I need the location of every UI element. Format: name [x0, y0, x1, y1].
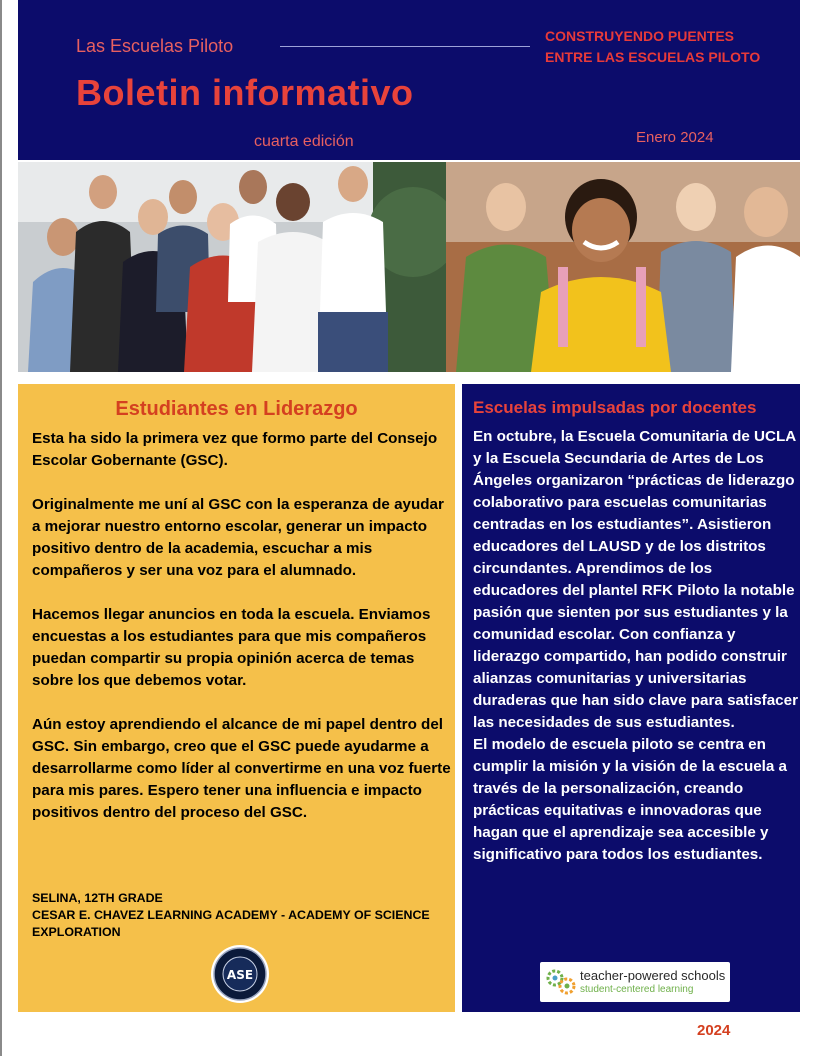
header-banner: [18, 0, 800, 160]
byline-name: SELINA, 12TH GRADE: [32, 891, 163, 905]
teacher-powered-body: [473, 426, 799, 866]
tagline-line-1: CONSTRUYENDO PUENTES: [545, 28, 735, 44]
smiling-girl-photo: [446, 162, 800, 372]
issue-date: Enero 2024: [636, 129, 714, 146]
footer-year: 2024: [697, 1022, 731, 1039]
edition-label: cuarta edición: [254, 133, 354, 150]
logo-text: teacher-powered schools: [580, 968, 726, 983]
student-leadership-section: [18, 384, 455, 1012]
teacher-powered-heading: Escuelas impulsadas por docentes: [473, 398, 757, 417]
student-leadership-heading: Estudiantes en Liderazgo: [115, 398, 358, 420]
students-group-illustration: [18, 162, 446, 372]
paragraph: Hacemos llegar anuncios en toda la escuela. Enviamos encuestas a los estudiantes para que mis compañeros puedan compartir su propia opinión acerca de temas sobre los que debemos votar.: [32, 606, 431, 689]
teacher-powered-schools-logo: [540, 962, 730, 1002]
page-edge-rule: [0, 0, 2, 1056]
newsletter-title: Boletin informativo: [76, 72, 414, 113]
seal-icon: [210, 944, 270, 1004]
header-divider: [280, 46, 530, 47]
school-seal-logo: [210, 944, 270, 1004]
paragraph: En octubre, la Escuela Comunitaria de UCLA y la Escuela Secundaria de Artes de Los Ángeles organizaron “prácticas de liderazgo colaborativo para escuelas comunitarias centradas en los estudiantes”. Asistieron educadores del LAUSD y de los distritos circundantes. Aprendimos de los educadores del plantel RFK Piloto la notable pasión que sienten por sus estudiantes y la comunidad escolar. Con confianza y liderazgo compartido, han podido construir alianzas comunitarias y universitarias duraderas que han sido clave para satisfacer las necesidades de sus estudiantes.: [473, 428, 798, 731]
photo-strip: [18, 162, 800, 372]
tagline: [545, 26, 805, 68]
smiling-girl-illustration: [446, 162, 800, 372]
org-name: Las Escuelas Piloto: [76, 36, 234, 56]
byline-school: CESAR E. CHAVEZ LEARNING ACADEMY - ACADEMY OF SCIENCE EXPLORATION: [32, 908, 430, 939]
paragraph: Esta ha sido la primera vez que formo parte del Consejo Escolar Gobernante (GSC).: [32, 430, 438, 469]
teacher-powered-section: [462, 384, 800, 1012]
tagline-line-2: ENTRE LAS ESCUELAS PILOTO: [545, 49, 761, 65]
byline: [32, 890, 452, 941]
paragraph: El modelo de escuela piloto se centra en cumplir la misión y la visión de la escuela a través de la personalización, creando prácticas equitativas e innovadoras que hagan que el aprendizaje sea accesible y significativo para todos los estudiantes.: [473, 736, 788, 863]
student-leadership-body: [32, 428, 452, 846]
paragraph: Aún estoy aprendiendo el alcance de mi papel dentro del GSC. Sin embargo, creo que el GSC puede ayudarme a desarrollarme como líder al convertirme en una voz fuerte para mis pares. Espero tener una influencia e impacto positivos dentro del proceso del GSC.: [32, 716, 451, 821]
logo-subtext: student-centered learning: [580, 984, 694, 995]
paragraph: Originalmente me uní al GSC con la esperanza de ayudar a mejorar nuestro entorno escolar, generar un impacto positivo dentro de la academia, escuchar a mis compañeros y ser una voz para el alumnado.: [32, 496, 444, 579]
seal-text: ASE: [226, 968, 254, 982]
gears-icon: [546, 968, 576, 996]
students-group-photo: [18, 162, 446, 372]
